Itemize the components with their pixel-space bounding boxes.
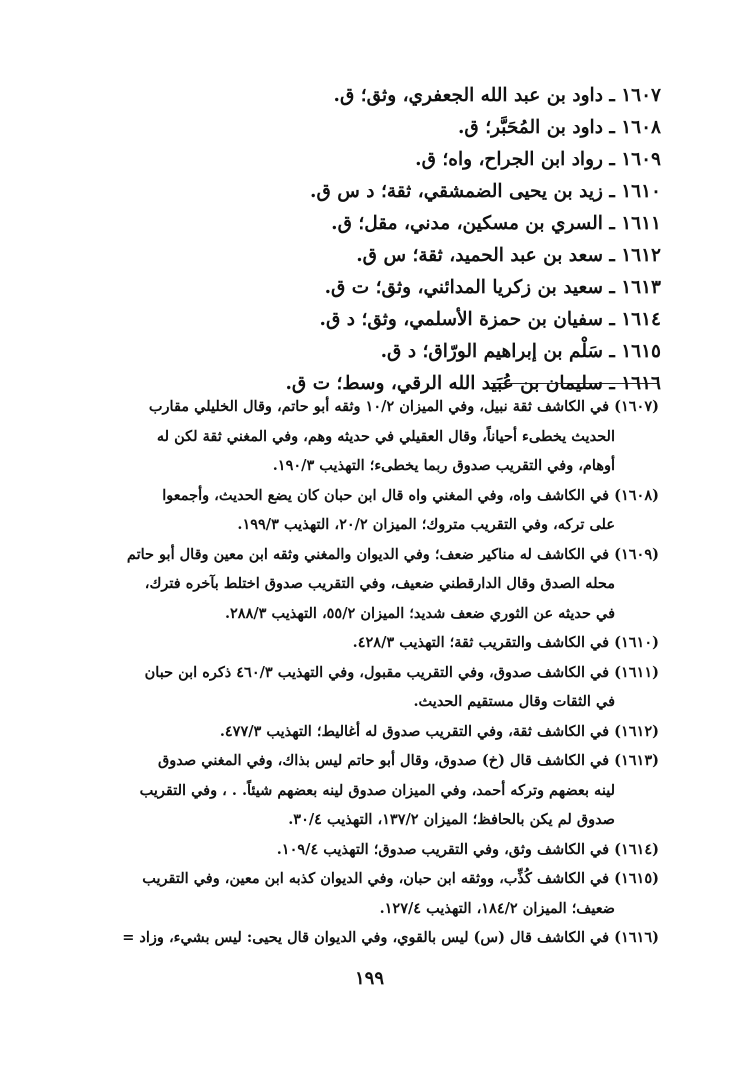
footnote-1607 xyxy=(73,392,659,481)
entry-1608: ١٦٠٨ ـ داود بن المُحَبَّر؛ ق. xyxy=(457,117,661,138)
footnote-line: (١٦٠٧) في الكاشف ثقة نبيل، وفي الميزان ١٠/٢ وثقه أبو حاتم، وقال الخليلي مقارب xyxy=(148,398,659,415)
footnote-line: (١٦١٤) في الكاشف وثق، وفي التقريب صدوق؛ التهذيب ١٠٩/٤. xyxy=(276,840,659,858)
footnote-line: (١٦١٣) في الكاشف قال (خ) صدوق، وقال أبو حاتم ليس بذاك، وفي المغني صدوق xyxy=(158,752,659,769)
footnote-1616 xyxy=(73,923,659,953)
entry-list xyxy=(201,80,661,400)
footnote-1611 xyxy=(73,658,659,717)
entry-1613: ١٦١٣ ـ سعيد بن زكريا المدائني، وثق؛ ت ق. xyxy=(324,277,661,298)
footnote-1608 xyxy=(73,481,659,540)
entry-1609: ١٦٠٩ ـ رواد ابن الجراح، واه؛ ق. xyxy=(415,149,661,170)
footnote-separator xyxy=(491,383,659,384)
footnote-1609 xyxy=(73,540,659,629)
footnote-1615 xyxy=(73,864,659,923)
footnote-line: أوهام، وفي التقريب صدوق ربما يخطىء؛ التهذيب ١٩٠/٣. xyxy=(272,457,615,474)
entry-1611: ١٦١١ ـ السري بن مسكين، مدني، مقل؛ ق. xyxy=(331,213,661,234)
entry-1607: ١٦٠٧ ـ داود بن عبد الله الجعفري، وثق؛ ق. xyxy=(333,85,661,106)
footnote-1613 xyxy=(73,746,659,835)
footnotes xyxy=(73,392,659,953)
footnote-1614 xyxy=(73,835,659,865)
entry-1615: ١٦١٥ ـ سَلْم بن إبراهيم الورّاق؛ د ق. xyxy=(380,341,661,362)
footnote-1610 xyxy=(73,628,659,658)
footnote-line: (١٦٠٩) في الكاشف له مناكير ضعف؛ وفي الديوان والمغني وثقه ابن معين وقال أبو حاتم xyxy=(126,545,659,563)
footnote-line: ضعيف؛ الميزان ١٨٤/٢، التهذيب ١٢٧/٤. xyxy=(379,899,615,917)
entry-1616: ١٦١٦ ـ سليمان بن عُبَيد الله الرقي، وسط؛ ت ق. xyxy=(285,373,661,394)
entry-1610: ١٦١٠ ـ زيد بن يحيى الضمشقي، ثقة؛ د س ق. xyxy=(310,181,661,202)
footnote-line: (١٦١٦) في الكاشف قال (س) ليس بالقوي، وفي الديوان قال يحيى: ليس بشيء، وزاد = xyxy=(122,929,659,946)
entry-1612: ١٦١٢ ـ سعد بن عبد الحميد، ثقة؛ س ق. xyxy=(356,245,661,266)
footnote-line: (١٦٠٨) في الكاشف واه، وفي المغني واه قال ابن حبان كان يضع الحديث، وأجمعوا xyxy=(162,486,659,504)
footnote-line: في حديثه عن الثوري ضعف شديد؛ الميزان ٥٥/٢، التهذيب ٢٨٨/٣. xyxy=(224,604,615,622)
footnote-line: لينه بعضهم وتركه أحمد، وفي الميزان صدوق لينه بعضهم شيئاً. . ، وفي التقريب xyxy=(139,781,615,799)
footnote-1612 xyxy=(73,717,659,747)
footnote-line: على تركه، وفي التقريب متروك؛ الميزان ٢٠/٢، التهذيب ١٩٩/٣. xyxy=(237,516,615,533)
footnote-line: (١٦١١) في الكاشف صدوق، وفي التقريب مقبول، وفي التهذيب ٤٦٠/٣ ذكره ابن حبان xyxy=(144,663,659,681)
page-number: ١٩٩ xyxy=(354,968,384,989)
footnote-line: صدوق لم يكن بالحافظ؛ الميزان ١٣٧/٢، التهذيب ٣٠/٤. xyxy=(288,811,615,828)
footnote-line: الحديث يخطىء أحياناً، وقال العقيلي في حديثه وهم، وفي المغني ثقة لكن له xyxy=(156,427,615,445)
footnote-line: في الثقات وقال مستقيم الحديث. xyxy=(413,693,615,710)
footnote-line: (١٦١٠) في الكاشف والتقريب ثقة؛ التهذيب ٤٢٨/٣. xyxy=(352,634,659,651)
footnote-line: (١٦١٢) في الكاشف ثقة، وفي التقريب صدوق له أغاليط؛ التهذيب ٤٧٧/٣. xyxy=(219,722,659,740)
footnote-line: (١٦١٥) في الكاشف كُذِّب، ووثقه ابن حبان، وفي الديوان كذبه ابن معين، وفي التقريب xyxy=(142,870,659,887)
entry-1614: ١٦١٤ ـ سفيان بن حمزة الأسلمي، وثق؛ د ق. xyxy=(319,309,661,330)
footnote-line: محله الصدق وقال الدارقطني ضعيف، وفي التقريب صدوق اختلط بآخره فترك، xyxy=(144,575,615,592)
